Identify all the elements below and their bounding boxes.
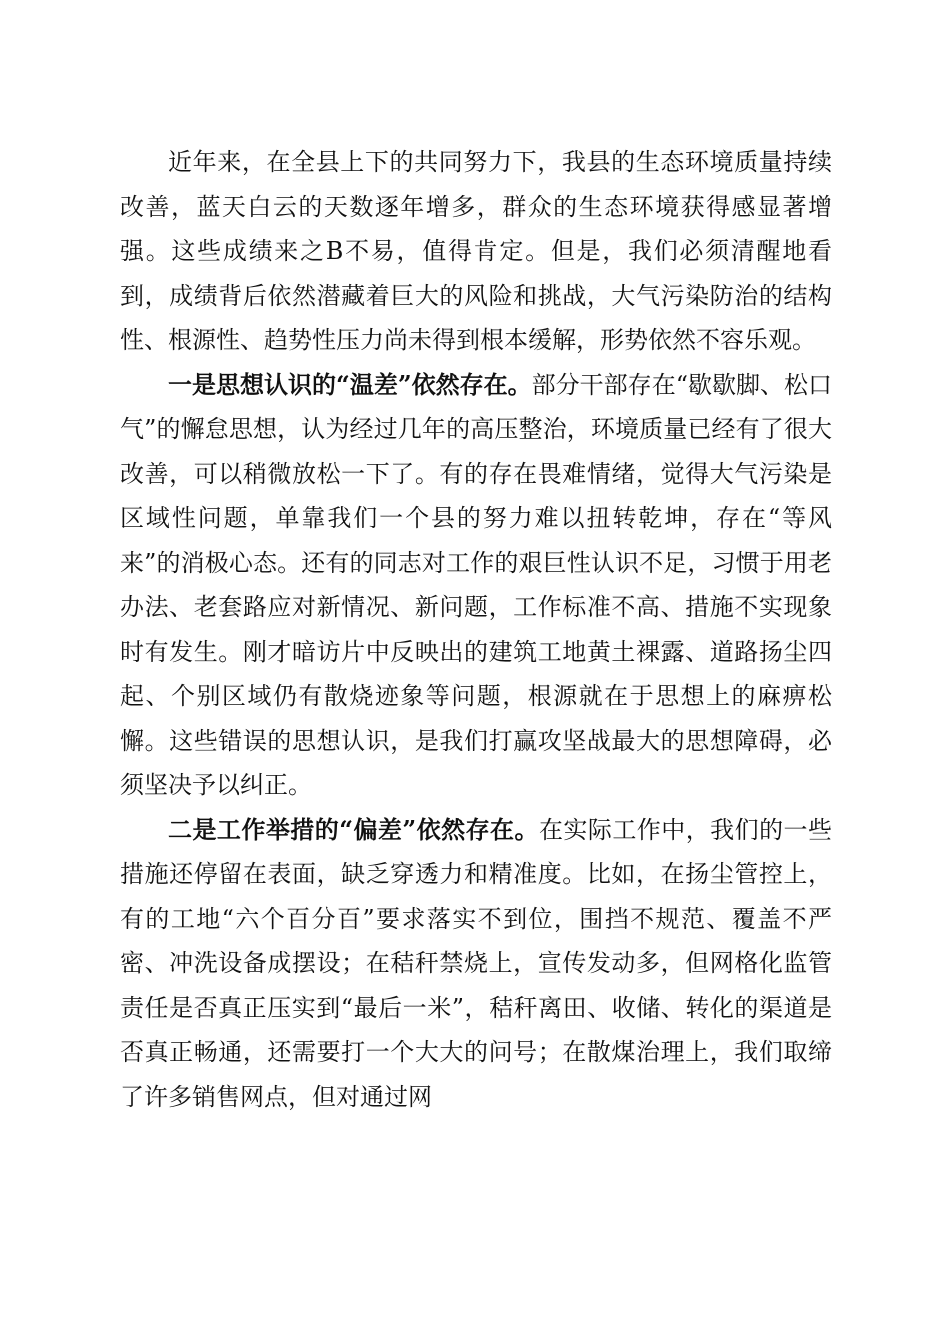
paragraph-intro (120, 140, 832, 363)
paragraph-lead: 一是思想认识的“温差”依然存在。 (168, 369, 532, 399)
paragraph-lead: 二是工作举措的“偏差”依然存在。 (168, 814, 539, 844)
document-body (120, 140, 832, 1119)
paragraph-text: 部分干部存在“歇歇脚、松口气”的懈怠思想，认为经过几年的高压整治，环境质量已经有了很大改善，可以稍微放松一下了。有的存在畏难情绪，觉得大气污染是区域性问题，单靠我们一个县的努力难以扭转乾坤，存在“等风来”的消极心态。还有的同志对工作的艰巨性认识不足，习惯于用老办法、老套路应对新情况、新问题，工作标准不高、措施不实现象时有发生。刚才暗访片中反映出的建筑工地黄土裸露、道路扬尘四起、个别区域仍有散烧迹象等问题，根源就在于思想上的麻痹松懈。这些错误的思想认识，是我们打赢攻坚战最大的思想障碍，必须坚决予以纠正。 (120, 370, 832, 799)
paragraph-text: 在实际工作中，我们的一些措施还停留在表面，缺乏穿透力和精准度。比如，在扬尘管控上，有的工地“六个百分百”要求落实不到位，围挡不规范、覆盖不严密、冲洗设备成摆设；在秸秆禁烧上，宣传发动多，但网格化监管责任是否真正压实到“最后一米”，秸秆离田、收储、转化的渠道是否真正畅通，还需要打一个大大的问号；在散煤治理上，我们取缔了许多销售网点，但对通过网 (120, 815, 833, 1111)
paragraph-text: 近年来，在全县上下的共同努力下，我县的生态环境质量持续改善，蓝天白云的天数逐年增多，群众的生态环境获得感显著增强。这些成绩来之B不易，值得肯定。但是，我们必须清醒地看到，成绩背后依然潜藏着巨大的风险和挑战，大气污染防治的结构性、根源性、趋势性压力尚未得到根本缓解，形势依然不容乐观。 (120, 148, 832, 354)
paragraph-point-one (120, 363, 832, 808)
paragraph-point-two (120, 808, 832, 1120)
